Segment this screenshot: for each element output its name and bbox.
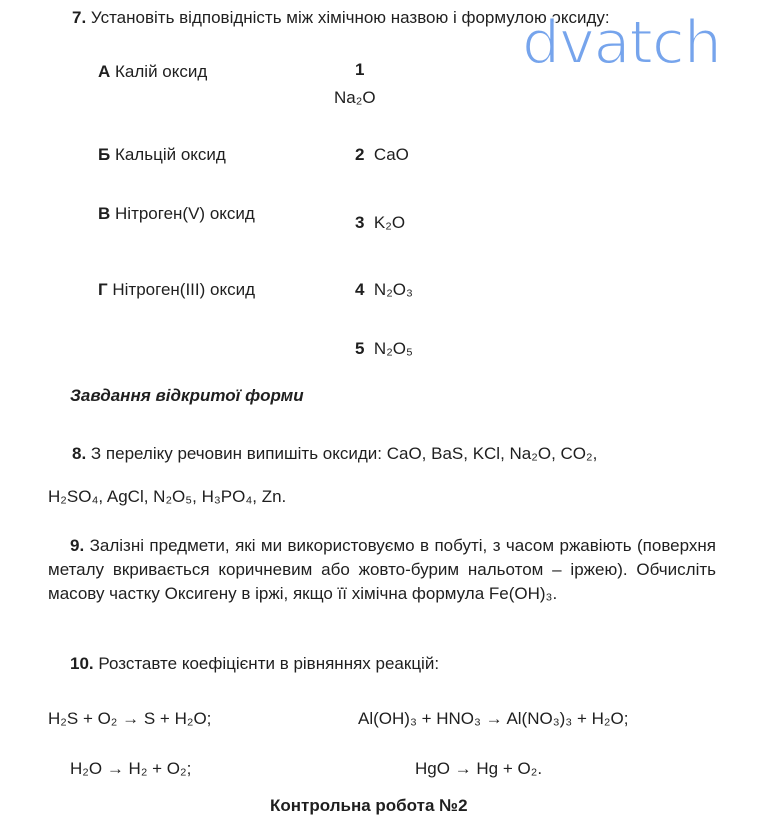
option-a-text: Калій оксид — [115, 62, 208, 81]
option-v-text: Нітроген(V) оксид — [115, 204, 255, 223]
equation-3: H₂O → H₂ + O₂; — [70, 759, 192, 778]
question-9-text: Залізні предмети, які ми використовуємо в побуті, з часом ржавіють (поверхня металу вкривається коричневим або жовто-бурим нальотом – іржею). Обчисліть масову частку Оксигену в іржі, якщо її хімічна формула Fe(OH)₃. — [48, 536, 716, 603]
equation-1: H₂S + O₂ → S + H₂O; — [48, 709, 212, 728]
question-8-line2: H₂SO₄, AgCl, N₂O₅, H₃PO₄, Zn. — [48, 487, 287, 506]
option-g-letter: Г — [98, 280, 108, 299]
section-title: Завдання відкритої форми — [70, 386, 304, 405]
question-10-heading — [70, 654, 439, 674]
formula-3: 3 K₂O — [355, 213, 406, 232]
question-8-line1 — [72, 444, 716, 464]
option-b — [98, 145, 226, 165]
formula-1-number: 1 — [355, 60, 365, 79]
question-10-text: Розставте коефіцієнти в рівняннях реакцій: — [98, 654, 440, 673]
formula-2: 2 CaO — [355, 145, 409, 164]
option-a-letter: А — [98, 62, 111, 81]
question-7-number: 7. — [72, 8, 87, 27]
option-g — [98, 280, 255, 300]
question-8-number: 8. — [72, 444, 87, 463]
formula-1: Na₂O — [334, 88, 376, 107]
option-v — [98, 204, 255, 224]
question-9-number: 9. — [70, 536, 85, 555]
option-g-text: Нітроген(III) оксид — [112, 280, 256, 299]
question-7-text: Установіть відповідність між хімічною назвою і формулою оксиду: — [90, 8, 610, 27]
option-v-letter: В — [98, 204, 111, 223]
question-8-text: З переліку речовин випишіть оксиди: CaO, BaS, KCl, Na₂O, CO₂, — [90, 444, 598, 463]
formula-5: 5 N₂O₅ — [355, 339, 413, 358]
option-a — [98, 62, 207, 82]
watermark-logo: dvatch — [522, 8, 721, 78]
question-9 — [48, 534, 716, 606]
next-section-heading-partial: Контрольна робота №2 — [270, 796, 468, 815]
equation-4: HgO → Hg + O₂. — [415, 759, 543, 778]
option-b-letter: Б — [98, 145, 111, 164]
option-b-text: Кальцій оксид — [114, 145, 226, 164]
formula-4: 4 N₂O₃ — [355, 280, 413, 299]
question-10-number: 10. — [70, 654, 94, 673]
equation-2: Al(OH)₃ + HNO₃ → Al(NO₃)₃ + H₂O; — [358, 709, 629, 728]
